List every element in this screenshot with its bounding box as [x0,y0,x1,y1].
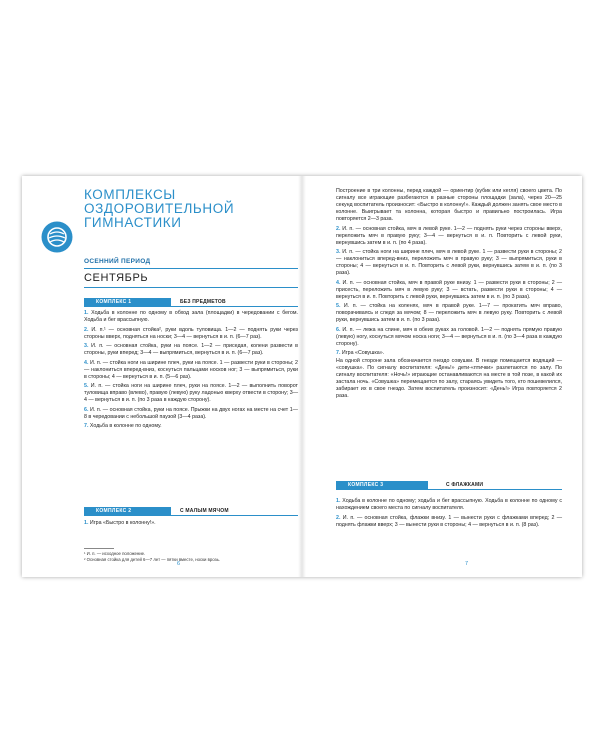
complex-2-tag: КОМПЛЕКС 2 [84,507,171,516]
complex-2-subtitle: С МАЛЫМ МЯЧОМ [180,508,229,514]
divider [84,515,298,516]
divider [336,489,562,490]
list-item: 2. И. п. — основная стойка, флажки внизу. 1 — вынести руки с флажками вперед; 2 — поднять флажки вверх; 3 — вынести руки в стороны; 4 — вернуться в и. п. (8 раз). [336,514,562,528]
footnote-divider [84,548,114,549]
list-item: 2. И. п. — основная стойка, мяч в левой руке. 1—2 — поднять руки через стороны вверх, переложить мяч в правую руку; 3—4 — вернуться в и. п. Повторить с левой руки, вернувшись затем в и. п. (по 4 раза). [336,225,562,246]
footnote: ¹ И. п. — исходное положение. [84,551,146,556]
list-item: 1. Игра «Быстро в колонну!». [84,520,156,526]
page-number: 6 [177,561,181,567]
list-item: 5. И. п. — стойка на коленях, мяч в правой руке. 1—7 — прокатить мяч вправо, поворачиваясь и следя за мячом; 8 — переложить мяч в левую руку. Повторить с левой руки, вернувшись затем в и. п. (по 3 раза). [336,303,562,323]
footnote: ² Основная стойка для детей 6—7 лет — пятки вместе, носки врозь. [84,557,221,562]
right-page [302,176,582,577]
game-description: На одной стороне зала обозначается гнездо совушки. В гнезде помещается водящий — «совушка». По сигналу воспитателя: «День!» дети-«птички» разлетаются по залу. По сигналу воспитателя: «Ночь!» играющие останавливаются на месте в той позе, в какой их застала ночь. «Совушка» перемещается по залу, стараясь увидеть того, кто пошевелился, забирает их в свое гнездо. Затем воспитатель произносит: «День!» Игра повторяется 2 раза. [336,357,562,399]
list-item: 3. И. п. — стойка ноги на ширине плеч, мяч в левой руке. 1 — развести руки в стороны; 2 — наклониться вперед-вниз, переложить мяч в правую руку; 3 — выпрямиться, руки в стороны; 4 — вернуться в и. п. Повторить с левой руки, вернувшись затем в и. п. (по 3 раза). [336,249,562,276]
complex-1-header [84,298,298,307]
game-description: Построение в три колонны, перед каждой — ориентир (кубик или кегля) своего цвета. По сигналу все играющие разбегаются в разные стороны площадки (зала), через 20—25 секунд воспитатель произносит: «Быстро в колонну!». Каждый должен занять свое место в колонне. Выигрывает та колонна, которая быстро и правильно построилась. Игра повторяется 2—3 раза. [336,188,562,222]
list-item: 1. Ходьба в колонне по одному в обход зала (площадки) в чередовании с бегом. Ходьба и бег врассыпную. [84,310,298,323]
chapter-title [84,188,284,230]
complex-1-subtitle: БЕЗ ПРЕДМЕТОВ [180,299,226,305]
list-item: 3. И. п. — основная стойка, руки на поясе. 1—2 — приседая, колени развести в стороны, руки вперед; 3—4 — выпрямиться, вернуться в и. п. (6—7 раз). [84,343,298,356]
list-item: 4. И. п. — основная стойка, мяч в правой руке внизу. 1 — развести руки в стороны; 2 — присесть, переложить мяч в левую руку; 3 — встать, развести руки в стороны; 4 — вернуться в и. п. Повторить с левой руки, вернувшись затем в и. п. (по 3 раза). [336,279,562,300]
list-item: 6. И. п. — лежа на спине, мяч в обеих руках за головой. 1—2 — поднять прямую правую (левую) ногу, коснуться мячом носка ноги; 3—4 — вернуться в и. п. (по 3—4 раза в каждую сторону). [336,326,562,347]
page-number: 7 [465,561,469,567]
divider [84,306,298,307]
complex-3-tag: КОМПЛЕКС 3 [336,481,428,490]
list-item: 6. И. п. — основная стойка, руки на поясе. Прыжки на двух ногах на месте на счет 1—8 в чередовании с небольшой паузой (3—4 раза). [84,406,298,420]
complex-3-list [336,498,562,531]
complex-1-tag: КОМПЛЕКС 1 [84,298,171,307]
complex-2-list [84,520,298,530]
month-title: СЕНТЯБРЬ [84,272,149,284]
ball-logo-icon [41,221,73,253]
list-item: 7. Игра «Совушка». [336,350,385,356]
list-item: 1. Ходьба в колонне по одному; ходьба и бег врассыпную. Ходьба в колонне по одному с нахождением своего места по сигналу воспитателя. [336,498,562,511]
left-page [22,176,302,577]
right-text-top [336,188,562,402]
season-label: ОСЕННИЙ ПЕРИОД [84,258,151,265]
list-item: 2. И. п.¹ — основная стойка², руки вдоль туловища. 1—2 — поднять руки через стороны вверх, подняться на носки; 3—4 — вернуться в и. п. (6—7 раз). [84,326,298,340]
complex-3-header [336,481,562,490]
complex-2-header [84,507,298,516]
book-spread [22,176,582,577]
list-item: 7. Ходьба в колонне по одному. [84,423,162,429]
list-item: 4. И. п. — стойка ноги на ширине плеч, руки на поясе. 1 — развести руки в стороны; 2 — наклониться вперед-вниз, коснуться пальцами носков ног; 3 — выпрямиться, руки в стороны; 4 — вернуться в и. п. (5—6 раз). [84,359,298,380]
divider [84,287,298,288]
chapter-title-line: ГИМНАСТИКИ [84,215,182,230]
list-item: 5. И. п. — стойка ноги на ширине плеч, руки на поясе. 1—2 — выполнить поворот туловища вправо (влево), правую (левую) руку ладонью кверху отвести в сторону; 3—4 — вернуться в и. п. (по 3 раза в каждую сторону). [84,383,298,403]
complex-1-list [84,310,298,433]
chapter-title-line: КОМПЛЕКСЫ [84,187,176,202]
complex-3-subtitle: С ФЛАЖКАМИ [446,482,484,488]
divider [84,268,298,269]
chapter-title-line: ОЗДОРОВИТЕЛЬНОЙ [84,201,235,216]
